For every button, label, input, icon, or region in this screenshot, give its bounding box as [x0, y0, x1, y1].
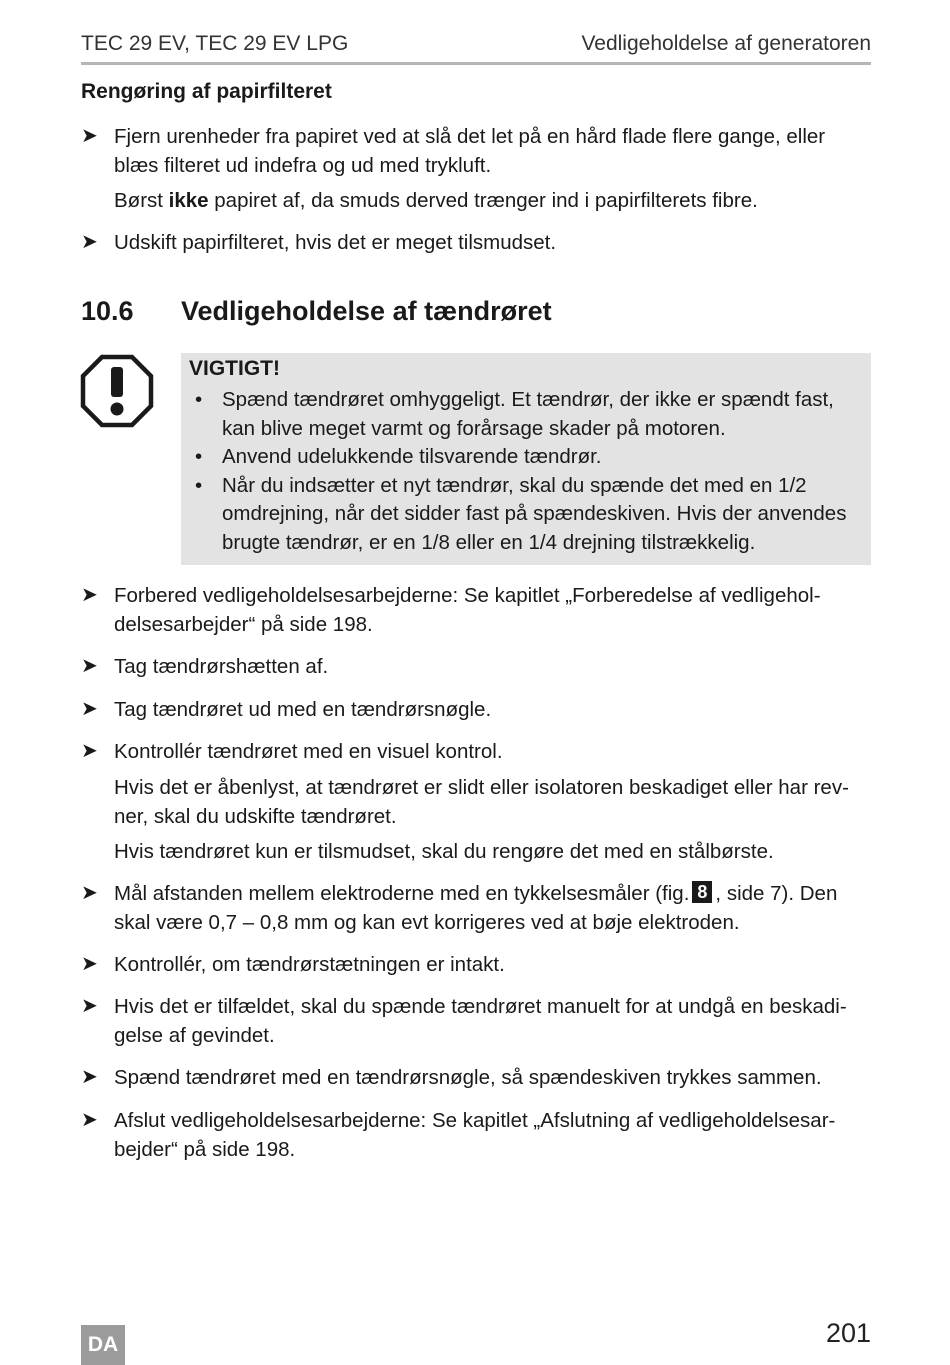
arrow-icon: ➤: [81, 698, 98, 720]
warning-item: • Spænd tændrøret omhyggeligt. Et tændrør, der ikke er spændt fast, kan blive meget varmt og forårsage skader på motoren.: [195, 388, 834, 440]
arrow-icon: ➤: [81, 1109, 98, 1131]
step-item: [81, 652, 873, 681]
warning-item: • Når du indsætter et nyt tændrør, skal du spænde det med en 1/2 omdrejning, når det sidder fast på spændeskiven. Hvis der anvendes brugte tændrør, er en 1/8 eller en 1/4 drejning tilstrækkelig.: [195, 473, 847, 554]
bullet-icon: •: [195, 445, 203, 468]
step-note: Hvis tændrøret kun er tilsmudset, skal du rengøre det med en stålbørste.: [114, 840, 774, 863]
step-item: [81, 879, 873, 937]
header-chapter: Vedligeholdelse af generatoren: [581, 32, 871, 55]
step-item: [81, 1063, 873, 1092]
step-text: Hvis det er tilfældet, skal du spænde tændrøret manuelt for at undgå en beskadigelse af gevindet.: [114, 995, 847, 1047]
step-text: Udskift papirfilteret, hvis det er meget tilsmudset.: [114, 231, 557, 254]
page-header: [81, 30, 871, 65]
step-text: Spænd tændrøret med en tændrørsnøgle, så spændeskiven trykkes sammen.: [114, 1066, 822, 1089]
arrow-icon: ➤: [81, 231, 98, 253]
warning-box: [181, 353, 871, 565]
step-item: [81, 950, 873, 979]
warning-title: VIGTIGT!: [189, 357, 280, 380]
step-text: Tag tændrørshætten af.: [114, 655, 329, 678]
header-product: TEC 29 EV, TEC 29 EV LPG: [81, 32, 349, 55]
step-text: Kontrollér, om tændrørstætningen er intakt.: [114, 953, 505, 976]
figure-reference-badge: 8: [692, 881, 712, 903]
step-text: Mål afstanden mellem elektroderne med en tykkelsesmåler (fig. 8 , side 7). Den skal være 0,7 – 0,8 mm og kan evt korrigeres ved at bøje elektroden.: [114, 882, 838, 934]
arrow-icon: ➤: [81, 655, 98, 677]
emphasis: ikke: [168, 189, 209, 212]
arrow-icon: ➤: [81, 125, 98, 147]
step-text: Afslut vedligeholdelsesarbejderne: Se kapitlet „Afslutning af vedligeholdelsesarbejder“ på side 198.: [114, 1109, 836, 1161]
step-text: Tag tændrøret ud med en tændrørsnøgle.: [114, 698, 492, 721]
arrow-icon: ➤: [81, 584, 98, 606]
section-heading: [81, 296, 552, 327]
section-title: Vedligeholdelse af tændrøret: [181, 296, 552, 326]
step-item: [81, 1106, 873, 1164]
warning-list: [189, 386, 863, 557]
bullet-icon: •: [195, 473, 203, 497]
exclamation-octagon-icon: [80, 354, 154, 428]
step-text: Fjern urenheder fra papiret ved at slå det let på en hård flade flere gange, eller blæs filteret ud indefra og ud med trykluft.: [114, 125, 826, 177]
language-tab: DA: [81, 1325, 125, 1365]
step-item: [81, 992, 873, 1050]
step-note: Hvis det er åbenlyst, at tændrøret er slidt eller isolatoren beskadiget eller har revner, skal du udskifte tændrøret.: [114, 776, 849, 828]
step-item: [81, 122, 873, 180]
bullet-icon: •: [195, 388, 203, 411]
step-item: [81, 695, 873, 724]
step-text: Forbered vedligeholdelsesarbejderne: Se kapitlet „Forberedelse af vedligeholdelsesarbejder“ på side 198.: [114, 584, 821, 636]
arrow-icon: ➤: [81, 1066, 98, 1088]
warning-item: • Anvend udelukkende tilsvarende tændrør.: [189, 443, 863, 472]
step-text: Kontrollér tændrøret med en visuel kontrol.: [114, 740, 503, 763]
page-number: 201: [825, 1318, 871, 1348]
step-item: [81, 737, 873, 766]
subheading-filter-cleaning: Rengøring af papirfilteret: [81, 80, 332, 103]
step-note: Børst ikke papiret af, da smuds derved trænger ind i papirfilterets fibre.: [114, 189, 758, 212]
step-item: [81, 228, 873, 257]
arrow-icon: ➤: [81, 953, 98, 975]
arrow-icon: ➤: [81, 882, 98, 904]
section-number: 10.6: [81, 296, 134, 326]
arrow-icon: ➤: [81, 740, 98, 762]
step-item: [81, 581, 873, 639]
arrow-icon: ➤: [81, 995, 98, 1017]
